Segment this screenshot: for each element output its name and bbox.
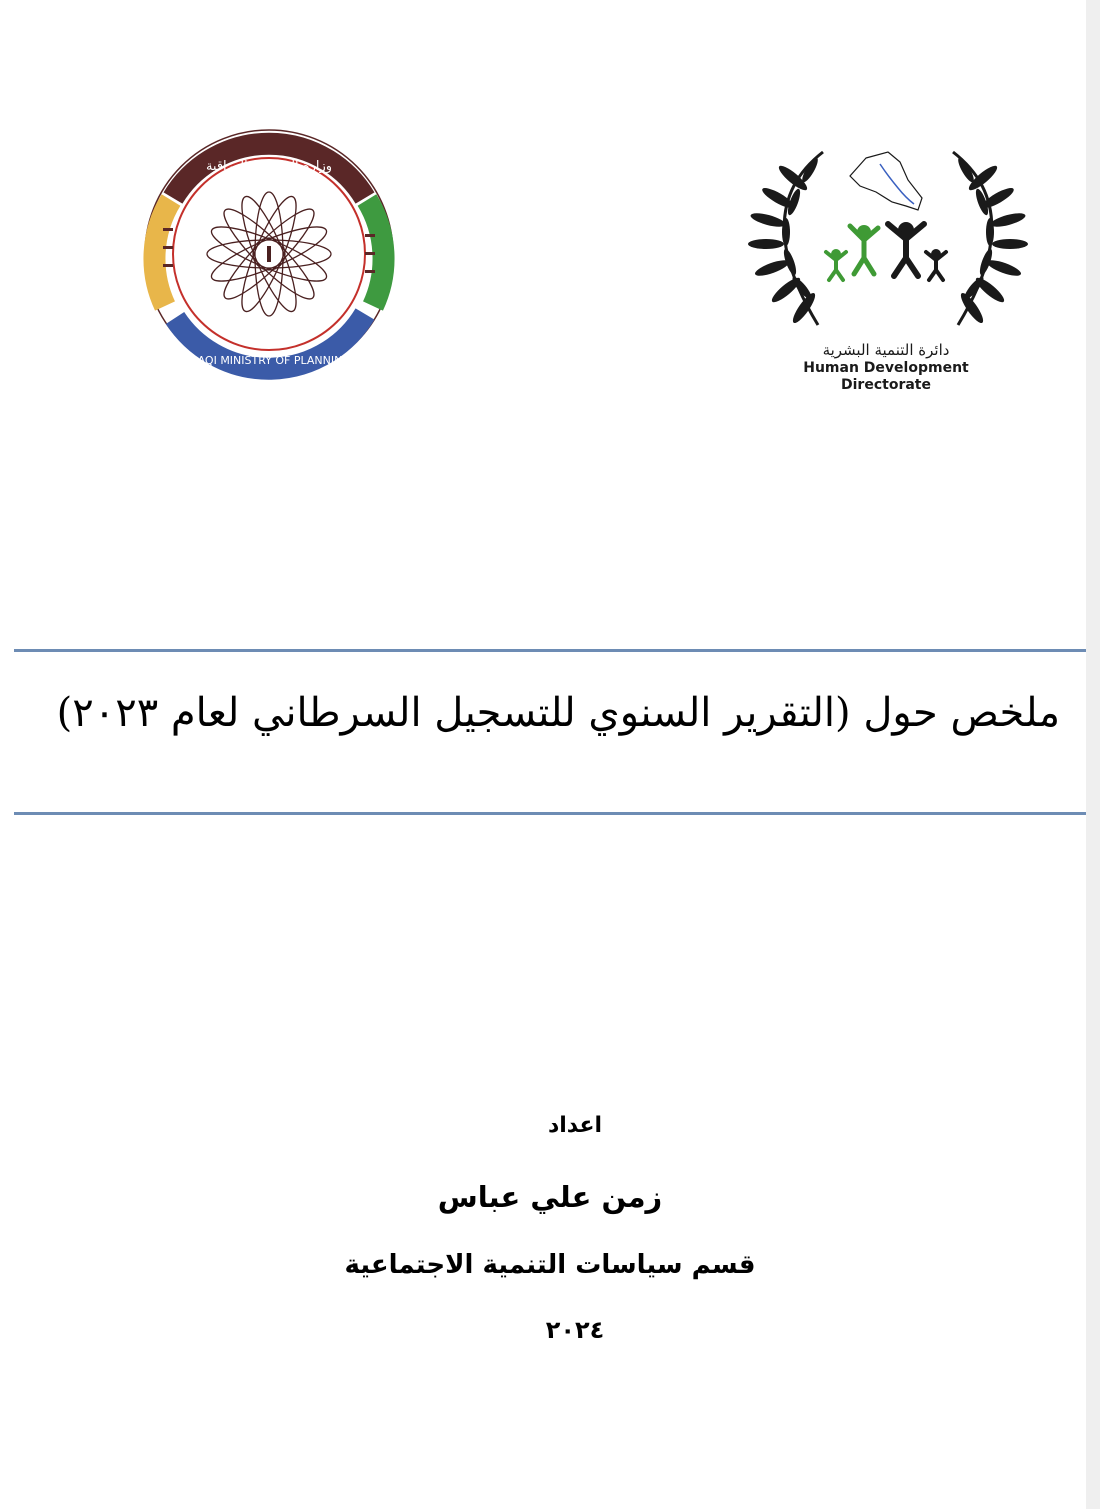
page-edge	[1086, 0, 1100, 1509]
department-name: قسم سياسات التنمية الاجتماعية	[344, 1250, 756, 1280]
author-name: زمن علي عباس	[437, 1180, 663, 1214]
family-figures-icon	[826, 222, 946, 280]
laurel-right-icon	[953, 152, 1028, 326]
title-rule-bottom	[14, 812, 1086, 815]
human-development-directorate-logo	[738, 140, 1038, 340]
hdd-english-line1: Human Development	[803, 360, 969, 376]
prepared-by-label: اعداد	[547, 1113, 603, 1138]
ministry-arabic-name: وزارة التخطيط العراقية	[205, 159, 333, 174]
hdd-english-line2: Directorate	[841, 377, 931, 393]
publication-year: ٢٠٢٤	[545, 1316, 605, 1344]
ministry-of-planning-logo	[133, 128, 405, 380]
title-rule-top	[14, 649, 1086, 652]
hdd-arabic-name: دائرة التنمية البشرية	[822, 341, 950, 359]
laurel-left-icon	[748, 152, 823, 326]
document-title: ملخص حول (التقرير السنوي للتسجيل السرطاني لعام ٢٠٢٣)	[56, 690, 1060, 736]
ministry-english-name: IRAQI MINISTRY OF PLANNING	[187, 354, 351, 367]
